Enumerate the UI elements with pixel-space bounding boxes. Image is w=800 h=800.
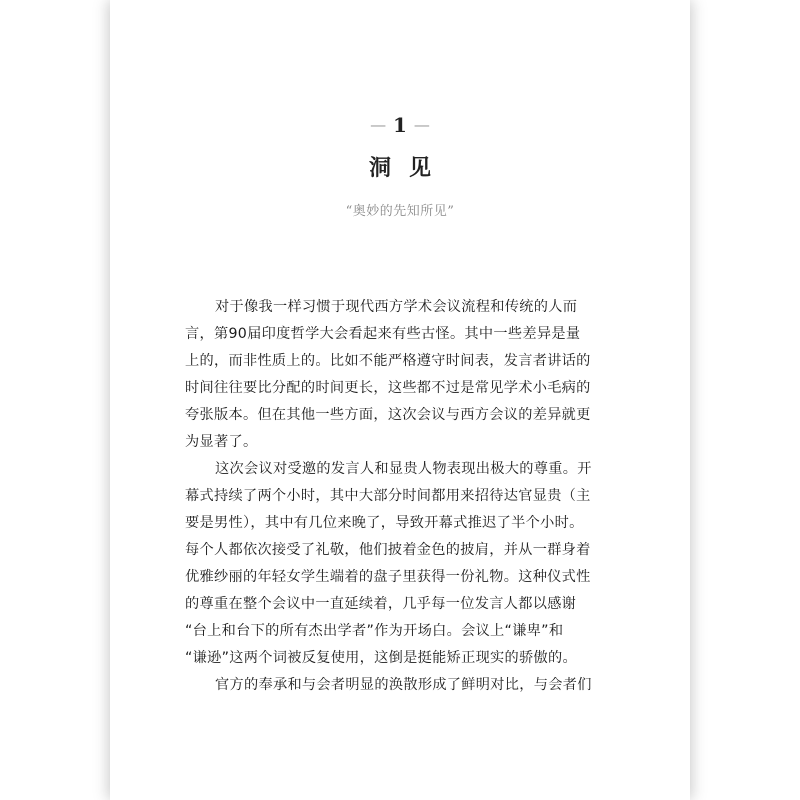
chapter-body: [185, 294, 720, 699]
text-line: 为显著了。: [185, 434, 258, 450]
text-line: 时间往往要比分配的时间更长，这些都不过是常见学术小毛病的: [185, 380, 591, 396]
text-line: 官方的奉承和与会者明显的涣散形成了鲜明对比，与会者们: [215, 677, 592, 693]
chapter-number-dash-left: —: [370, 115, 387, 134]
text-line: 的尊重在整个会议中一直延续着，几乎每一位发言人都以感谢: [185, 596, 577, 612]
chapter-number-value: 1: [393, 113, 407, 137]
paragraph-2: [185, 456, 720, 672]
chapter-number-dash-right: —: [413, 115, 430, 134]
book-page: [110, 0, 690, 800]
chapter-title: 洞见: [368, 155, 449, 181]
text-line: 每个人都依次接受了礼敬，他们披着金色的披肩，并从一群身着: [185, 542, 591, 558]
text-line: 幕式持续了两个小时，其中大部分时间都用来招待达官显贵（主: [185, 488, 591, 504]
paragraph-1: [185, 294, 720, 456]
chapter-epigraph: “奥妙的先知所见”: [345, 204, 455, 219]
text-line: 夸张版本。但在其他一些方面，这次会议与西方会议的差异就更: [185, 407, 591, 423]
text-line: 要是男性），其中有几位来晚了，导致开幕式推迟了半个小时。: [185, 515, 584, 531]
text-line: 优雅纱丽的年轻女学生端着的盘子里获得一份礼物。这种仪式性: [185, 569, 591, 585]
text-line: 对于像我一样习惯于现代西方学术会议流程和传统的人而: [215, 299, 578, 315]
paragraph-3: [185, 672, 720, 699]
text-line: 言，第90届印度哲学大会看起来有些古怪。其中一些差异是量: [185, 326, 581, 342]
text-line: 上的，而非性质上的。比如不能严格遵守时间表，发言者讲话的: [185, 353, 591, 369]
text-line: “台上和台下的所有杰出学者”作为开场白。会议上“谦卑”和: [185, 623, 564, 639]
text-line: 这次会议对受邀的发言人和显贵人物表现出极大的尊重。开: [215, 461, 592, 477]
text-line: “谦逊”这两个词被反复使用，这倒是挺能矫正现实的骄傲的。: [185, 650, 577, 666]
chapter-number: [110, 112, 690, 138]
